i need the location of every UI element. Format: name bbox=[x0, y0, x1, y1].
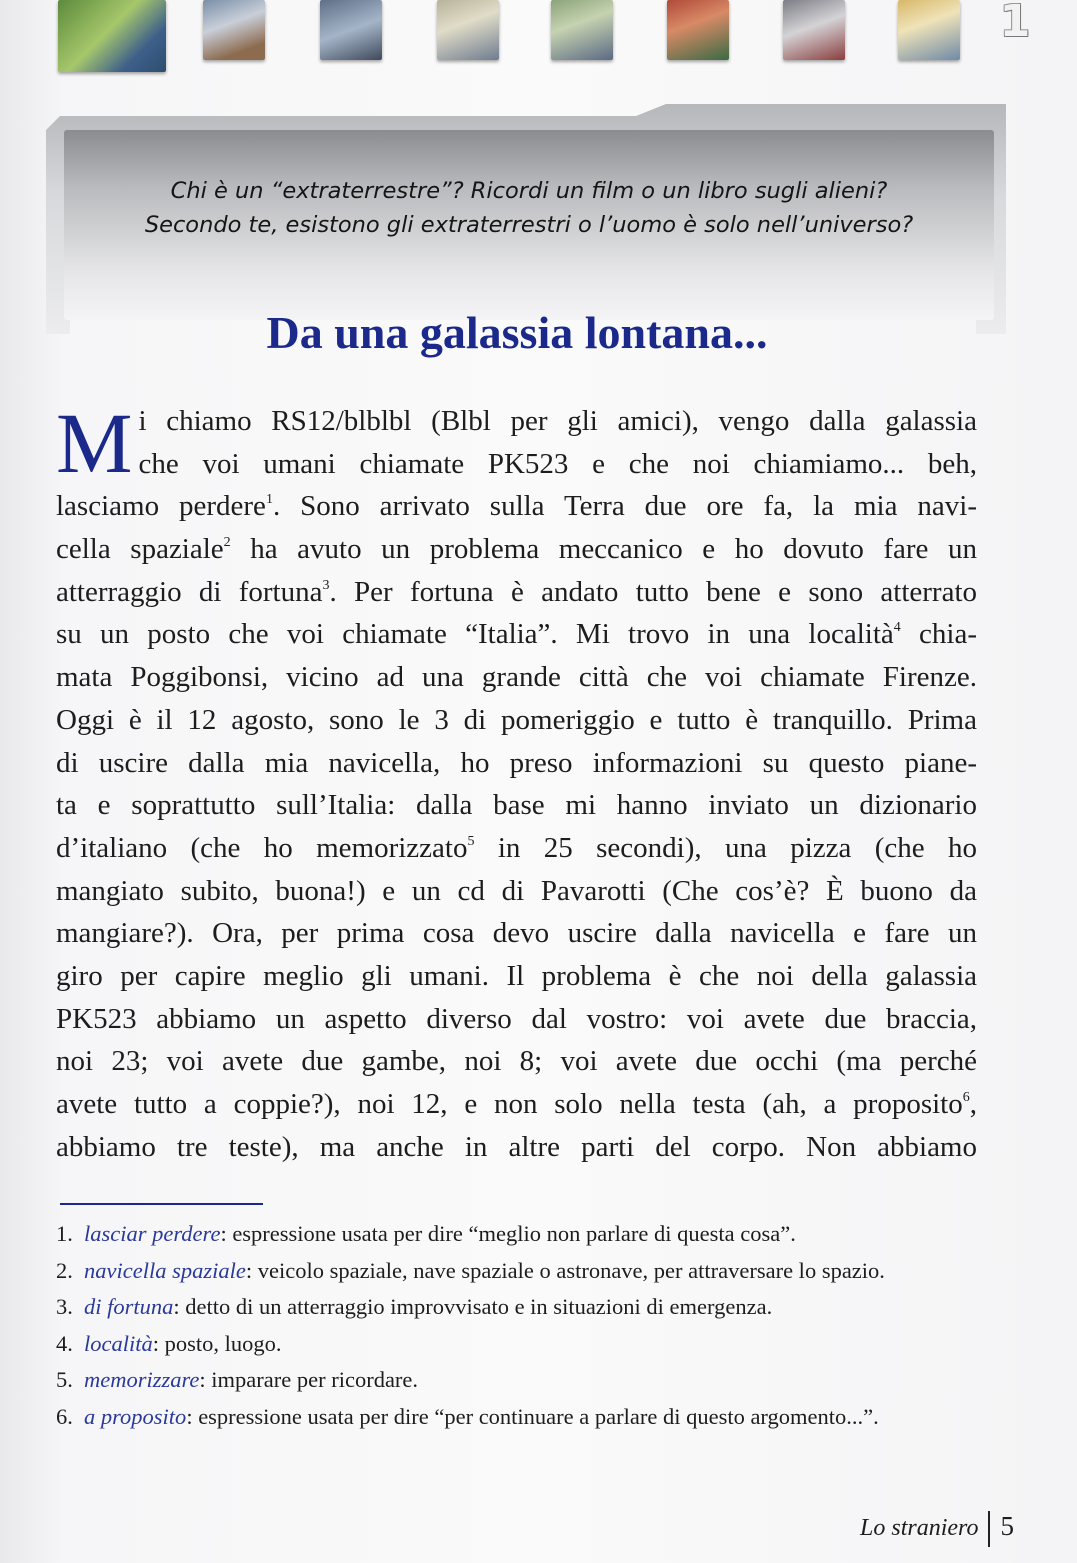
body-line: di uscire dalla mia navicella, ho preso informazioni su questo piane- bbox=[56, 746, 977, 779]
thumbnail-scene-7 bbox=[783, 0, 845, 60]
chapter-title: Da una galassia lontana... bbox=[266, 307, 768, 358]
footnote-item: 6. a proposito: espressione usata per dire “per continuare a parlare di questo argomento...”. bbox=[56, 1403, 879, 1429]
body-line: mangiato subito, buona!) e un cd di Pavarotti (Che cos’è? È buono da bbox=[56, 874, 977, 907]
footnote-item: 2. navicella spaziale: veicolo spaziale, nave spaziale o astronave, per attraversare lo spazio. bbox=[56, 1257, 885, 1283]
chapter-thumbnail-strip bbox=[0, 0, 1077, 78]
thumbnail-scene-1 bbox=[58, 0, 166, 72]
chapter-number: 1 bbox=[999, 0, 1031, 47]
body-line: che voi umani chiamate PK523 e che noi chiamiamo... beh, bbox=[138, 447, 977, 480]
footnote-ref: 3 bbox=[322, 577, 330, 593]
footnote-ref: 4 bbox=[893, 620, 901, 636]
drop-cap: M bbox=[56, 395, 133, 491]
thumbnail-scene-5 bbox=[551, 0, 613, 60]
thumbnail-scene-4 bbox=[437, 0, 499, 60]
intro-question-2: Secondo te, esistono gli extraterrestri o l’uomo è solo nell’universo? bbox=[144, 212, 914, 238]
thumbnail-scene-8 bbox=[898, 0, 960, 60]
footnote-item: 5. memorizzare: imparare per ricordare. bbox=[56, 1367, 419, 1392]
body-line: lasciamo perdere$^1$. Sono arrivato sulla Terra due ore fa, la mia navi- bbox=[56, 490, 977, 523]
body-line: i chiamo RS12/blblbl (Blbl per gli amici), vengo dalla galassia bbox=[138, 405, 977, 437]
footnote-divider bbox=[60, 1203, 263, 1205]
footnote-ref: 2 bbox=[223, 535, 231, 551]
body-line: cella spaziale$^2$ ha avuto un problema meccanico e ho dovuto fare un bbox=[56, 533, 977, 566]
body-line: ta e soprattutto sull’Italia: dalla base mi hanno inviato un dizionario bbox=[56, 789, 977, 822]
footnote-ref: 5 bbox=[467, 833, 475, 849]
body-line: atterraggio di fortuna$^3$. Per fortuna è andato tutto bene e sono atterrato bbox=[56, 575, 977, 608]
thumbnail-scene-6 bbox=[667, 0, 729, 60]
body-line: mata Poggibonsi, vicino ad una grande città che voi chiamate Firenze. bbox=[56, 661, 977, 694]
body-line: mangiare?). Ora, per prima cosa devo uscire dalla navicella e fare un bbox=[56, 917, 977, 950]
body-line: PK523 abbiamo un aspetto diverso dal vostro: voi avete due braccia, bbox=[56, 1002, 977, 1035]
book-title: Lo straniero bbox=[860, 1515, 979, 1541]
thumbnail-scene-3 bbox=[320, 0, 382, 60]
body-text bbox=[56, 395, 977, 1168]
footnote-ref: 6 bbox=[962, 1090, 970, 1105]
footnote-item: 3. di fortuna: detto di un atterraggio improvvisato e in situazioni di emergenza. bbox=[56, 1294, 773, 1319]
footnote-item: 1. lasciar perdere: espressione usata per dire “meglio non parlare di questa cosa”. bbox=[56, 1221, 796, 1246]
page-number: 5 bbox=[1000, 1511, 1014, 1541]
intro-questions bbox=[64, 174, 994, 242]
footnotes bbox=[56, 1216, 966, 1434]
body-line: Oggi è il 12 agosto, sono le 3 di pomeriggio e tutto è tranquillo. Prima bbox=[56, 703, 977, 736]
body-line: su un posto che voi chiamate “Italia”. Mi trovo in una località$^4$ chia- bbox=[56, 618, 977, 651]
body-line: noi 23; voi avete due gambe, noi 8; voi avete due occhi (ma perché bbox=[56, 1045, 977, 1078]
body-line: avete tutto a coppie?), noi 12, e non solo nella testa (ah, a proposito$^6$, bbox=[56, 1088, 977, 1120]
body-line: d’italiano (che ho memorizzato$^5$ in 25 secondi), una pizza (che ho bbox=[56, 831, 977, 864]
body-line: abbiamo tre teste), ma anche in altre parti del corpo. Non abbiamo bbox=[56, 1130, 977, 1163]
thumbnail-scene-2 bbox=[203, 0, 265, 60]
footer-divider bbox=[988, 1511, 990, 1547]
page-footer bbox=[860, 1506, 1014, 1546]
intro-question-1: Chi è un “extraterrestre”? Ricordi un film o un libro sugli alieni? bbox=[170, 178, 888, 204]
body-line: giro per capire meglio gli umani. Il problema è che noi della galassia bbox=[56, 959, 977, 992]
footnote-ref: 1 bbox=[265, 492, 273, 508]
footnote-item: 4. località: posto, luogo. bbox=[56, 1330, 282, 1356]
